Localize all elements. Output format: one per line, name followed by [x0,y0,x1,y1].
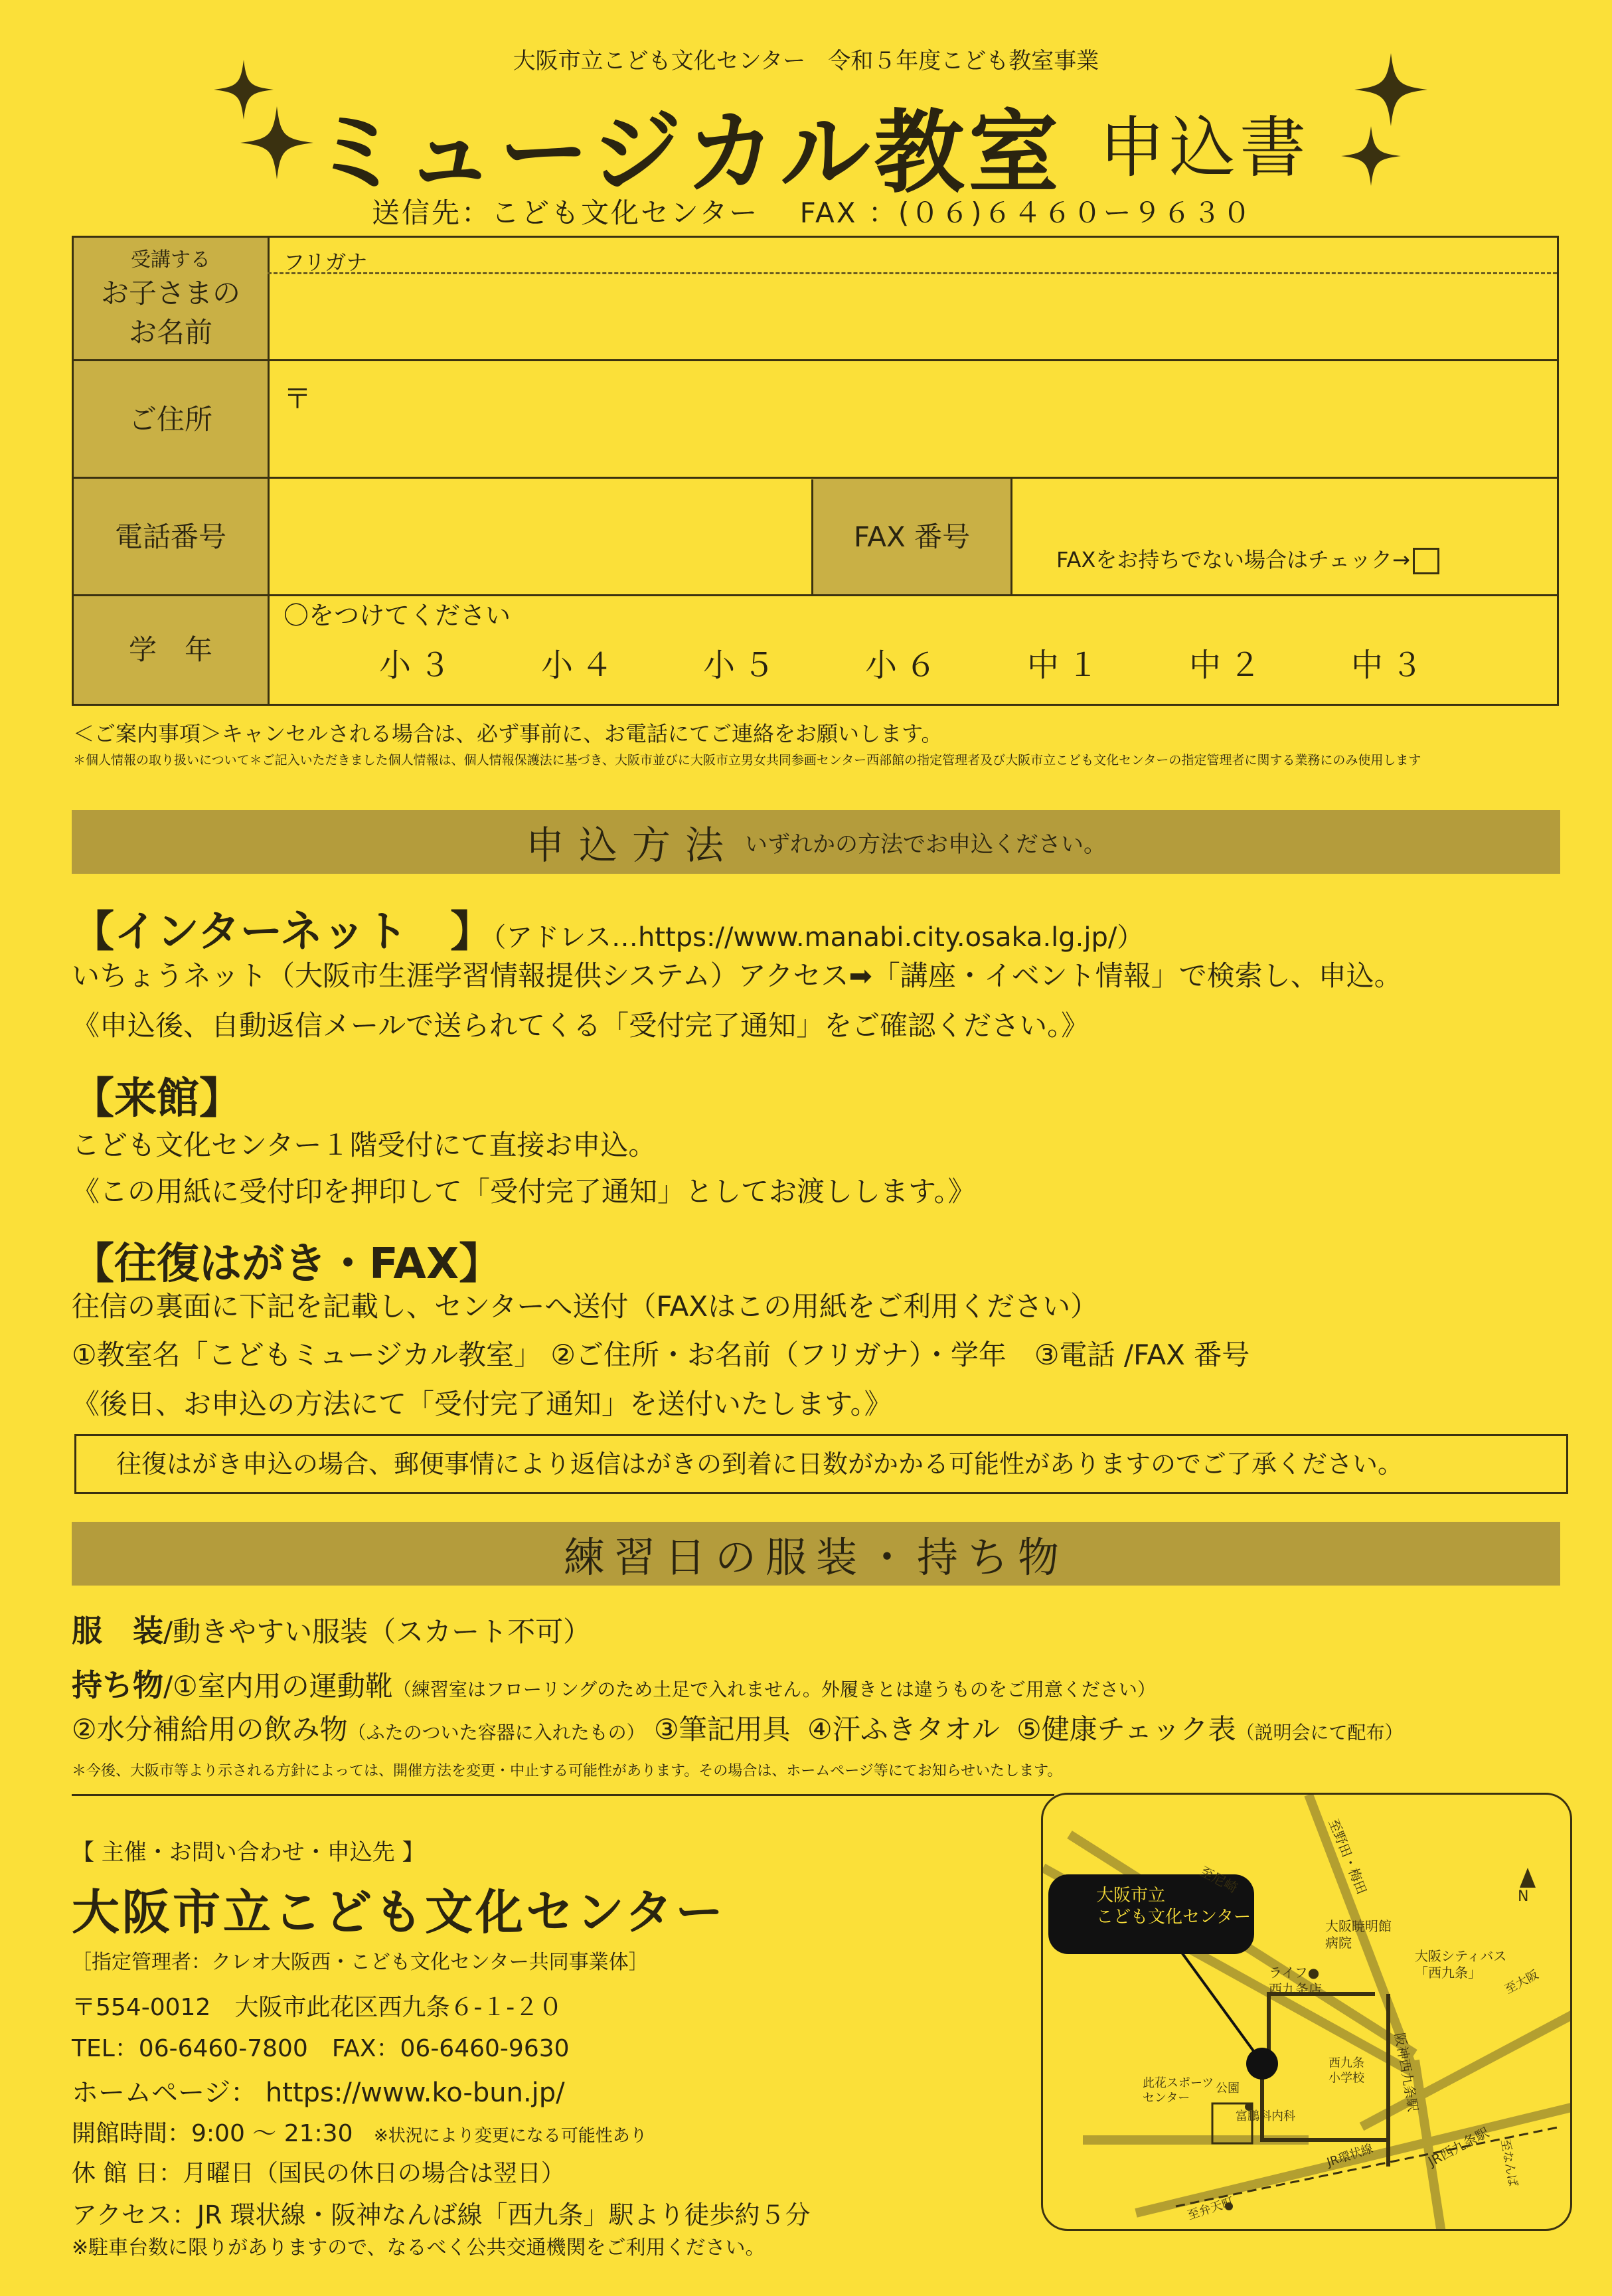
mail-line-1: 往信の裏面に下記を記載し、センターへ送付（FAXはこの用紙をご利用ください） [72,1290,1099,1323]
practice-band-title: 練習日の服装・持ち物 [563,1532,1068,1582]
label-north: N [1518,1888,1529,1905]
label-road-diag: 至野田・梅田 [1325,1816,1370,1897]
north-arrow-icon [1520,1868,1536,1888]
apply-band-sub: いずれかの方法でお申込ください。 [745,831,1106,858]
road [1309,1795,1415,2074]
apply-band-title: 申込方法 [525,823,738,868]
contact-hours [72,2115,647,2149]
organizer-line: 大阪市立こども文化センター 令和５年度こども教室事業 [513,48,1099,74]
fax-destination: 送信先：こども文化センター FAX ：(０６)６４６０ー９６３０ [372,197,1253,229]
grade-label: 学 年 [74,596,270,704]
name-label-text: お子さまの お名前 [100,277,240,349]
contact-tel-fax: TEL：06-6460-7800 FAX：06-6460-9630 [72,2035,570,2062]
policy-note: ＊今後、大阪市等より示される方針によっては、開催方法を変更・中止する可能性があります。その場合は、ホームページ等にてお知らせいたします。 [72,1763,1062,1779]
privacy-notice: ＊個人情報の取り扱いについて＊ご記入いただきました個人情報は、個人情報保護法に基づき、大阪市並びに大阪市立男女共同参画センター西部館の指定管理者及び大阪市立こども文化センターの指定管理者に関する業務にのみ使用します [73,753,1421,768]
clothes-label: 服 装 [72,1613,163,1649]
internet-address[interactable]: （アドレス…https://www.manabi.city.osaka.lg.jp/） [493,922,1144,953]
label-hanshin: 阪神西九条駅 [1392,2031,1421,2113]
practice-band [72,1522,1560,1586]
contact-section-label: 【 主催・お問い合わせ・申込先 】 [72,1839,425,1866]
label-life: ライフ●西九条店 [1269,1965,1322,1997]
phone-label: 電話番号 [74,479,270,596]
mail-line-3: 《後日、お申込の方法にて「受付完了通知」を送付いたします。》 [72,1388,892,1420]
furigana-divider [268,272,1557,274]
items-line-2 [72,1708,1403,1748]
grade-option[interactable]: 中３ [1351,647,1431,684]
grade-note: 〇をつけてください [283,601,511,630]
callout-line-1: 大阪市立こども文化センター [1096,1886,1251,1927]
fax-label: FAX 番号 [813,479,1012,596]
row-divider [74,359,1557,361]
contact-manager: ［指定管理者：クレオ大阪西・こども文化センター共同事業体］ [72,1951,649,1974]
grade-option[interactable]: 中２ [1189,647,1269,684]
postcard-note-box: 往復はがき申込の場合、郵便事情により返信はがきの到着に日数がかかる可能性がありますのでご了承ください。 [74,1434,1568,1494]
grade-option[interactable]: 中１ [1027,647,1107,684]
items-line-1 [72,1661,1156,1705]
fax-field[interactable] [1012,479,1557,539]
items-line-1-note: （練習室はフローリングのため土足で入れません。外履きとは違うものをご用意ください） [392,1679,1156,1700]
furigana-label: フリガナ [283,250,368,275]
clothes-text: /動きやすい服装（スカート不可） [163,1615,592,1648]
grade-option[interactable]: 小４ [541,647,621,684]
visit-heading: 【来館】 [72,1074,242,1123]
sparkle-icon [1341,126,1401,186]
contact-access: アクセス：JR 環状線・阪神なんば線「西九条」駅より徒歩約５分 [72,2200,811,2230]
mail-heading: 【往復はがき・FAX】 [72,1240,502,1289]
items-label: 持ち物 [72,1667,163,1703]
contact-parking: ※駐車台数に限りがありますので、なるべく公共交通機関をご利用ください。 [72,2236,766,2259]
label-park: 公園 [1216,2082,1240,2095]
internet-heading [72,898,1143,959]
hours-note: ※状況により変更になる可能性あり [373,2126,647,2146]
item-3: ③筆記用具 [654,1713,791,1746]
rail-line [1262,2060,1388,2140]
label-jr-station: JR西九条駅 [1425,2124,1492,2170]
title-row [0,80,1612,206]
contact-homepage[interactable]: ホームページ： https://www.ko-bun.jp/ [72,2078,565,2108]
sparkle-icon [1354,53,1427,126]
internet-line-1: いちょうネット（大阪市生涯学習情報提供システム）アクセス➡「講座・イベント情報」で検索し、申込。 [72,959,1402,992]
visit-line-1: こども文化センター１階受付にて直接お申込。 [72,1129,657,1161]
item-2-note: （ふたのついた容器に入れたもの） [347,1722,645,1744]
items-line-1-main: /①室内用の運動靴 [163,1670,393,1702]
no-fax-checkbox[interactable] [1413,548,1439,574]
hours-main: 開館時間：9:00 ～ 21:30 [72,2120,353,2147]
phone-field[interactable] [270,479,813,595]
grade-options [379,639,1513,685]
item-5: ⑤健康チェック表 [1016,1713,1236,1746]
sparkle-icon [240,106,313,179]
fax-note-text: FAXをお持ちでない場合はチェック→ [1056,547,1410,572]
clothes-line [72,1607,591,1651]
contact-org-name: 大阪市立こども文化センター [72,1884,726,1940]
map-drawing [1043,1795,1572,2231]
address-field[interactable] [313,364,1557,477]
internet-line-2: 《申込後、自動返信メールで送られてくる「受付完了通知」をご確認ください。》 [72,1009,1089,1042]
contact-address: 〒554-0012 大阪市此花区西九条６-１-２０ [72,1994,563,2021]
label-road-top: 至尼崎 [1197,1863,1240,1896]
contact-closed: 休 館 日：月曜日（国民の休日の場合は翌日） [72,2160,565,2187]
item-5-note: （説明会にて配布） [1236,1722,1404,1744]
label-hospital: 大阪暁明館病院 [1325,1918,1392,1951]
application-form [72,236,1559,706]
label-jr-line: JR環状線 [1325,2141,1375,2170]
apply-band [72,810,1560,874]
mail-line-2: ①教室名「こどもミュージカル教室」 ②ご住所・お名前（フリガナ）・学年 ③電話 /FAX 番号 [72,1339,1250,1371]
page-subtitle: 申込書 [1099,109,1310,187]
zip-mark: 〒 [283,382,312,415]
grade-option[interactable]: 小６ [865,647,945,684]
label-clinic: 富鵬科内科 [1236,2109,1295,2123]
page-title: ミュージカル教室 [312,101,1063,206]
access-map [1041,1793,1572,2231]
label-to-osaka: 至大阪 [1502,1967,1542,1997]
visit-line-2: 《この用紙に受付印を押印して「受付完了通知」としてお渡しします。》 [72,1175,976,1208]
grade-option[interactable]: 小５ [703,647,783,684]
label-school: 西九条小学校 [1329,2056,1364,2086]
label-sports: 此花スポーツセンター [1143,2076,1214,2105]
name-field[interactable] [270,275,1557,360]
label-to-bentencho: 至弁天町 [1186,2194,1236,2223]
name-label [74,238,270,361]
label-bus: 大阪シティバス「西九条」 [1415,1948,1507,1981]
fax-note [1056,543,1439,574]
center-marker [1246,2048,1278,2080]
item-2: ②水分補給用の飲み物 [72,1713,348,1746]
item-4: ④汗ふきタオル [807,1713,1000,1746]
label-to-namba: 至なんば [1498,2138,1520,2188]
divider [72,1794,1054,1796]
address-label: ご住所 [74,361,270,479]
grade-option[interactable]: 小３ [379,647,459,684]
road [1362,2014,1572,2127]
cancel-notice: ＜ご案内事項＞キャンセルされる場合は、必ず事前に、お電話にてご連絡をお願いします。 [73,721,943,746]
name-label-small: 受講する [131,248,210,272]
internet-heading-text: 【インターネット 】 [72,908,493,957]
